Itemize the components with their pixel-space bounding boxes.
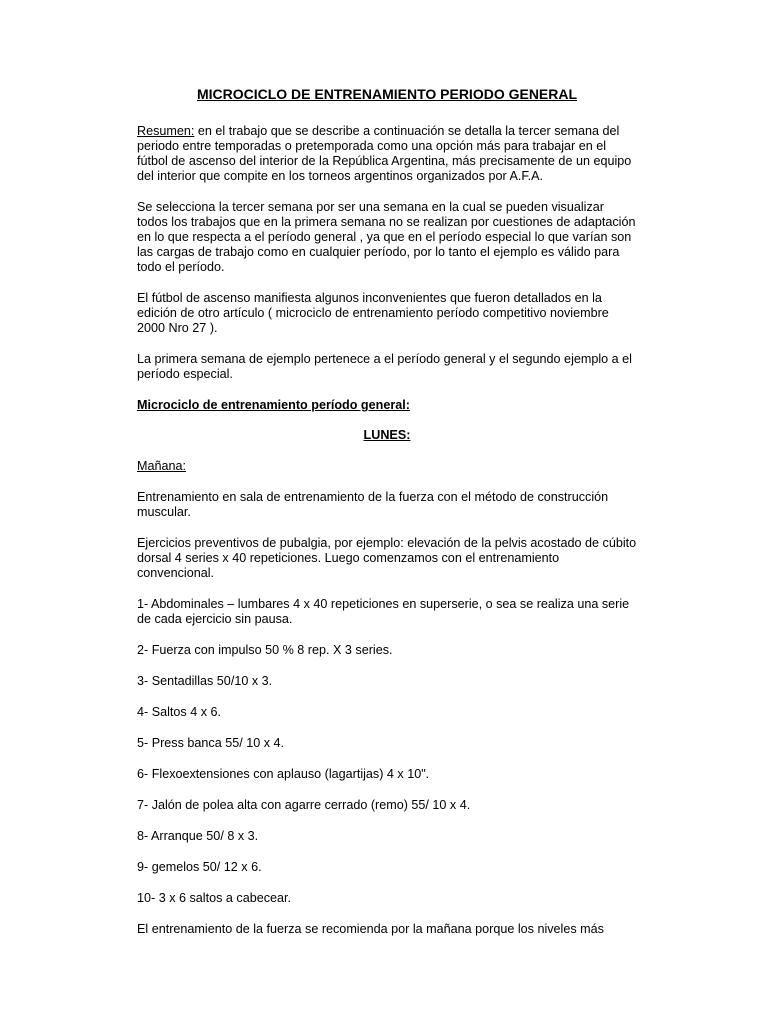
session-paragraph: Ejercicios preventivos de pubalgia, por ejemplo: elevación de la pelvis acostado de cúbito dorsal 4 series x 40 repeticiones. Luego comenzamos con el entrenamiento convencional.: [137, 536, 637, 580]
body-paragraph: El fútbol de ascenso manifiesta algunos inconvenientes que fueron detallados en la edición de otro artículo ( microciclo de entrenamiento período competitivo noviembre 2000 Nro 27 ).: [137, 291, 609, 335]
closing-paragraph: El entrenamiento de la fuerza se recomienda por la mañana porque los niveles más: [137, 922, 604, 936]
exercise-item: 1- Abdominales – lumbares 4 x 40 repeticiones en superserie, o sea se realiza una serie de cada ejercicio sin pausa.: [137, 597, 630, 626]
exercise-item: 4- Saltos 4 x 6.: [137, 705, 221, 719]
summary-paragraph: [137, 124, 637, 184]
session-paragraph: Entrenamiento en sala de entrenamiento de la fuerza con el método de construcción muscular.: [137, 490, 609, 519]
document-page: [137, 86, 637, 953]
section-heading: Microciclo de entrenamiento período general:: [137, 398, 410, 412]
exercise-item: 3- Sentadillas 50/10 x 3.: [137, 674, 273, 688]
exercise-item: 10- 3 x 6 saltos a cabecear.: [137, 891, 292, 905]
summary-label: Resumen:: [137, 124, 195, 138]
exercise-item: 2- Fuerza con impulso 50 % 8 rep. X 3 series.: [137, 643, 393, 657]
body-paragraph: Se selecciona la tercer semana por ser una semana en la cual se pueden visualizar todos los trabajos que en la primera semana no se realizan por cuestiones de adaptación en lo que respecta a el período general , ya que en el período especial lo que varían son las cargas de trabajo como en cualquier período, por lo tanto el ejemplo es válido para todo el período.: [137, 200, 636, 274]
document-title: MICROCICLO DE ENTRENAMIENTO PERIODO GENERAL: [196, 86, 578, 102]
session-label: Mañana:: [137, 459, 187, 473]
body-paragraph: La primera semana de ejemplo pertenece a el período general y el segundo ejemplo a el período especial.: [137, 352, 632, 381]
exercise-item: 5- Press banca 55/ 10 x 4.: [137, 736, 285, 750]
exercise-item: 6- Flexoextensiones con aplauso (lagartijas) 4 x 10".: [137, 767, 430, 781]
summary-text: en el trabajo que se describe a continuación se detalla la tercer semana del periodo entre temporadas o pretemporada como una opción más para trabajar en el fútbol de ascenso del interior de la República Argentina, más precisamente de un equipo del interior que compite en los torneos argentinos organizados por A.F.A.: [137, 124, 632, 183]
day-heading: LUNES:: [363, 428, 411, 442]
exercise-item: 9- gemelos 50/ 12 x 6.: [137, 860, 262, 874]
exercise-item: 8- Arranque 50/ 8 x 3.: [137, 829, 259, 843]
exercise-item: 7- Jalón de polea alta con agarre cerrado (remo) 55/ 10 x 4.: [137, 798, 471, 812]
